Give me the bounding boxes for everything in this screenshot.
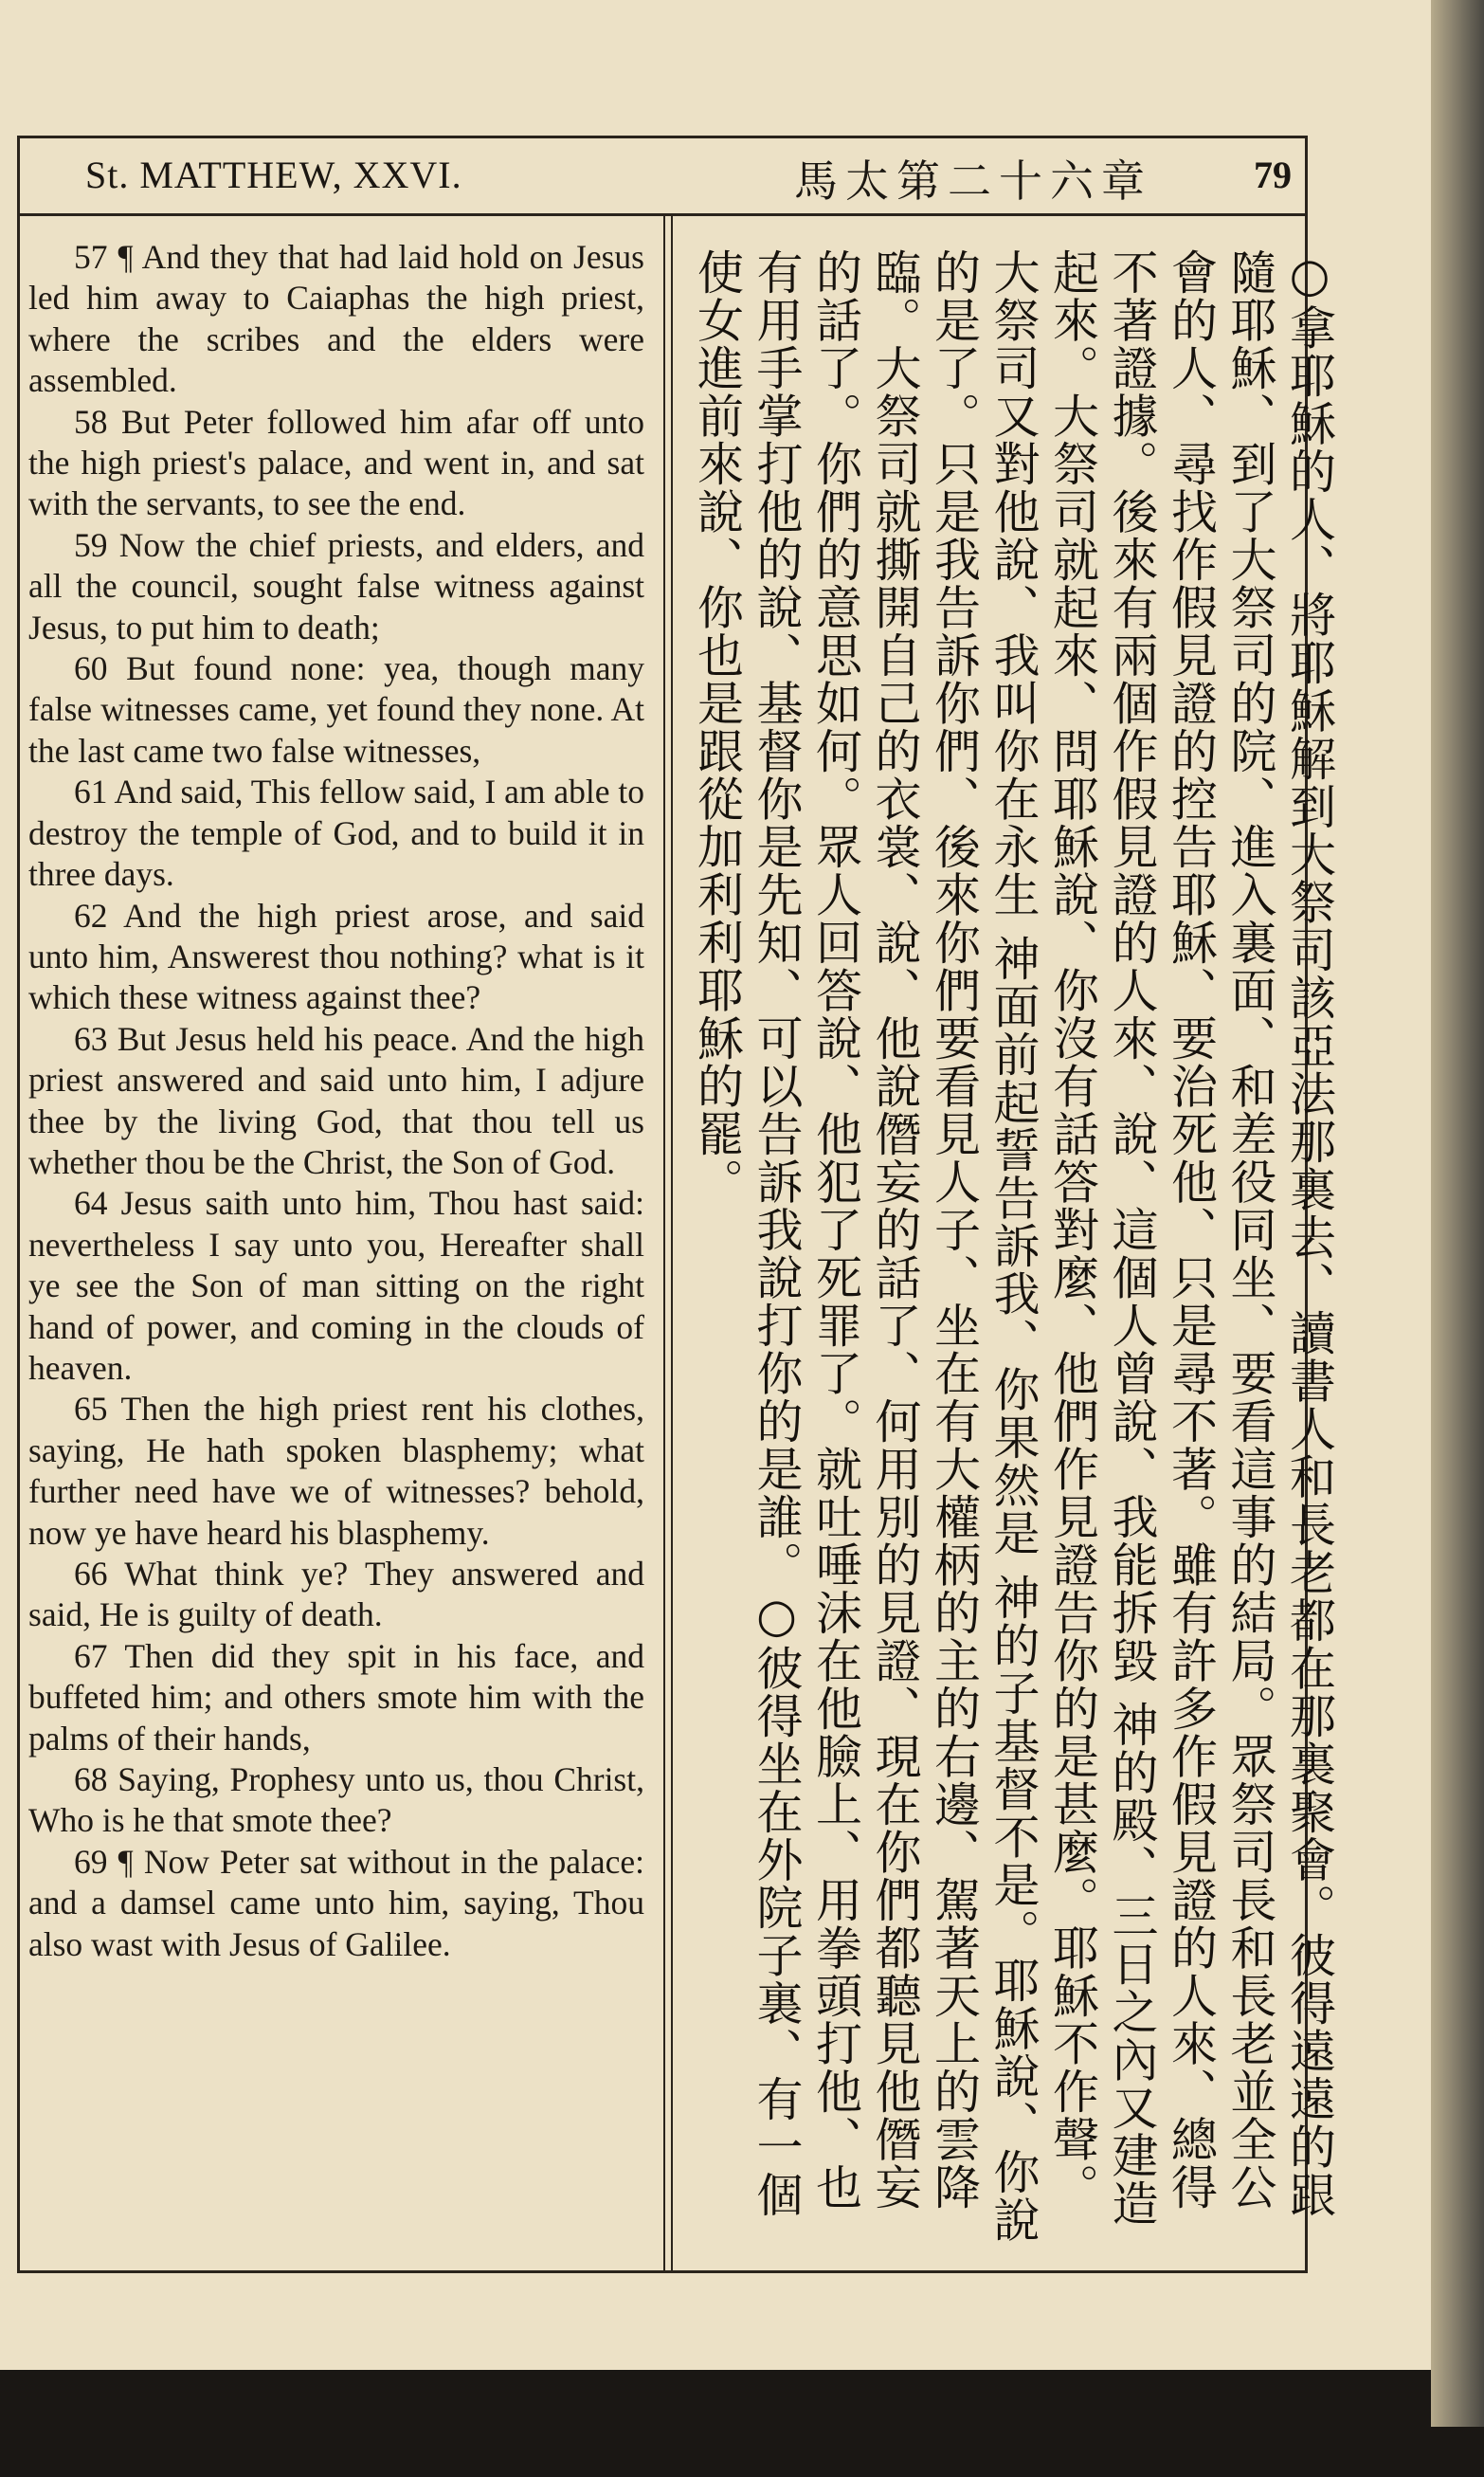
running-header	[17, 136, 1308, 216]
verse-59: 59 Now the chief priests, and elders, and all the council, sought false witness against Jesus, to put him to death;	[28, 525, 644, 647]
verse-64: 64 Jesus saith unto him, Thou hast said: nevertheless I say unto you, Hereafter shall ye see the Son of man sitting on the right hand of power, and coming in the clouds of heaven.	[28, 1184, 644, 1387]
chinese-line: 著。雖有許多作假見證的人來、總得不著證據。後來有兩個作假見證的人來、說、這個人曾說、我能拆毀 神的殿、三日之內	[1105, 248, 1219, 2212]
verse-65: 65 Then the high priest rent his clothes, saying, He hath spoken blasphemy; what further need have we of witnesses? behold, now ye have heard his blasphemy.	[28, 1390, 644, 1552]
chinese-line: 坐在有大權柄的主的右邊、駕著天上的雲降臨。大祭司就撕開自己的衣裳、說、他說僭妄的話了、何用別的見證、現在你們	[868, 248, 982, 2212]
chinese-line: 都聽見他僭妄的話了。你們的意思如何。眾人回答說、他犯了死罪了。就吐唾沫在他臉上、用拳頭打他、也有用手掌打他的	[750, 248, 922, 2212]
chinese-line: 在永生 神面前起誓告訴我、你果然是 神的子基督不是。耶穌說、你說的是了。只是我告訴你們、後來你們要看見人子、	[927, 248, 1041, 2244]
verse-63: 63 But Jesus held his peace. And the high priest answered and said unto him, I adjure thee by the living God, that thou tell us whether thou be the Christ, the Son of God.	[28, 1019, 644, 1181]
english-running-title: St. MATTHEW, XXVI.	[85, 154, 462, 196]
verse-57: 57 ¶ And they that had laid hold on Jesus led him away to Caiaphas the high priest, where the scribes and the elders were assembled.	[28, 238, 644, 400]
verse-69: 69 ¶ Now Peter sat without in the palace: and a damsel came unto him, saying, Thou also wast with Jesus of Galilee.	[28, 1842, 644, 1963]
chinese-vertical-text	[687, 248, 1339, 2249]
chinese-line: 又建造起來。大祭司就起來、問耶穌說、你沒有話答對麼、他們作見證告你的是甚麼。耶穌不作聲。大祭司又對他說、我叫你	[986, 248, 1159, 2228]
verse-61: 61 And said, This fellow said, I am able to destroy the temple of God, and to build it in three days.	[28, 773, 644, 894]
chinese-column	[687, 248, 1337, 2263]
english-column	[28, 237, 644, 1965]
page-number: 79	[1254, 154, 1292, 196]
chinese-line: ○拿耶穌的人、將耶穌解到大祭司該亞法那裏去、讀書人和長老都在那裏聚會。彼得遠遠的跟隨耶穌、到了大祭司的院、	[1223, 248, 1337, 2219]
verse-62: 62 And the high priest arose, and said unto him, Answerest thou nothing? what is it which these witness against thee?	[28, 896, 644, 1017]
verse-68: 68 Saying, Prophesy unto us, thou Christ, Who is he that smote thee?	[28, 1760, 644, 1840]
chinese-line: 進入裏面、和差役同坐、要看這事的結局。眾祭司長和長老並全公會的人、尋找作假見證的控告耶穌、要治死他、只是尋不	[1164, 248, 1277, 2212]
verse-60: 60 But found none: yea, though many false witnesses came, yet found they none. At the last came two false witnesses,	[28, 649, 644, 770]
chinese-line: 說、基督你是先知、可以告訴我說打你的是誰。○彼得坐在外院子裏、有一個使女進前來說、你也是跟從加利利耶穌的罷。	[690, 248, 804, 2219]
verse-66: 66 What think ye? They answered and said, He is guilty of death.	[28, 1555, 644, 1634]
chinese-running-title: 馬太第二十六章	[794, 155, 1152, 207]
verse-67: 67 Then did they spit in his face, and buffeted him; and others smote him with the palms of their hands,	[28, 1636, 644, 1758]
column-divider	[663, 216, 673, 2273]
verse-58: 58 But Peter followed him afar off unto the high priest's palace, and went in, and sat with the servants, to see the end.	[28, 402, 644, 523]
book-edge	[1431, 0, 1484, 2427]
